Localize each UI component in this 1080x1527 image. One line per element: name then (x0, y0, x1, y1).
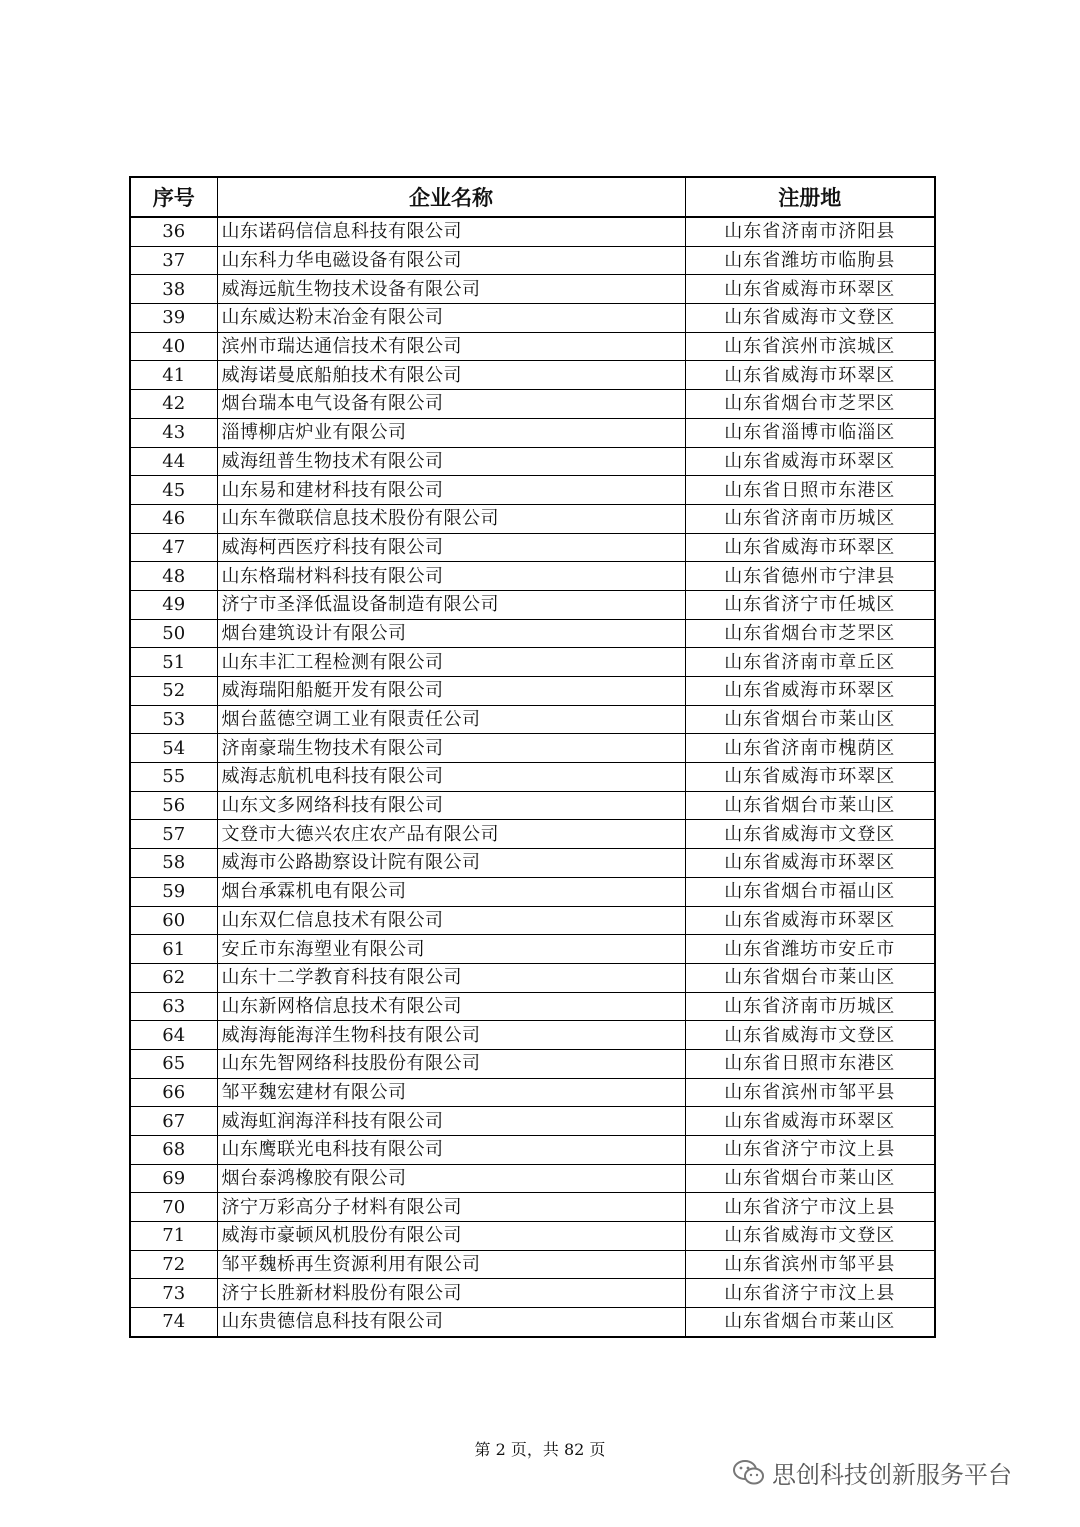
row-serial: 46 (130, 504, 217, 533)
table-row (130, 1107, 935, 1136)
table-row (130, 763, 935, 792)
row-serial: 58 (130, 849, 217, 878)
table-row (130, 1078, 935, 1107)
row-serial: 50 (130, 619, 217, 648)
row-registered-location: 山东省济宁市汶上县 (685, 1279, 935, 1308)
table-row (130, 877, 935, 906)
row-registered-location: 山东省烟台市福山区 (685, 877, 935, 906)
table-row (130, 246, 935, 275)
row-company-name: 邹平魏桥再生资源利用有限公司 (217, 1250, 685, 1279)
row-company-name: 烟台瑞本电气设备有限公司 (217, 390, 685, 419)
watermark (732, 1455, 1012, 1490)
table-row (130, 1136, 935, 1165)
table-row (130, 418, 935, 447)
row-company-name: 山东易和建材科技有限公司 (217, 476, 685, 505)
row-registered-location: 山东省威海市环翠区 (685, 533, 935, 562)
row-serial: 47 (130, 533, 217, 562)
row-registered-location: 山东省济宁市汶上县 (685, 1193, 935, 1222)
row-registered-location: 山东省日照市东港区 (685, 1049, 935, 1078)
table-row (130, 590, 935, 619)
row-serial: 62 (130, 963, 217, 992)
row-company-name: 济南豪瑞生物技术有限公司 (217, 734, 685, 763)
row-company-name: 济宁万彩高分子材料有限公司 (217, 1193, 685, 1222)
table-row (130, 304, 935, 333)
row-company-name: 济宁长胜新材料股份有限公司 (217, 1279, 685, 1308)
row-company-name: 山东车微联信息技术股份有限公司 (217, 504, 685, 533)
row-serial: 55 (130, 763, 217, 792)
row-company-name: 威海海能海洋生物科技有限公司 (217, 1021, 685, 1050)
row-registered-location: 山东省威海市文登区 (685, 1021, 935, 1050)
row-registered-location: 山东省济南市槐荫区 (685, 734, 935, 763)
row-registered-location: 山东省滨州市邹平县 (685, 1250, 935, 1279)
row-company-name: 烟台蓝德空调工业有限责任公司 (217, 705, 685, 734)
row-registered-location: 山东省济南市历城区 (685, 504, 935, 533)
row-company-name: 安丘市东海塑业有限公司 (217, 935, 685, 964)
table-row (130, 849, 935, 878)
row-registered-location: 山东省威海市环翠区 (685, 447, 935, 476)
row-company-name: 山东格瑞材料科技有限公司 (217, 562, 685, 591)
row-registered-location: 山东省滨州市邹平县 (685, 1078, 935, 1107)
table-row (130, 734, 935, 763)
row-serial: 37 (130, 246, 217, 275)
row-company-name: 威海远航生物技术设备有限公司 (217, 275, 685, 304)
wechat-icon (732, 1459, 766, 1487)
watermark-text: 思创科技创新服务平台 (772, 1461, 1012, 1489)
row-serial: 69 (130, 1164, 217, 1193)
row-serial: 48 (130, 562, 217, 591)
table-row (130, 677, 935, 706)
row-company-name: 山东丰汇工程检测有限公司 (217, 648, 685, 677)
row-registered-location: 山东省威海市环翠区 (685, 1107, 935, 1136)
row-registered-location: 山东省烟台市芝罘区 (685, 390, 935, 419)
row-serial: 68 (130, 1136, 217, 1165)
table-row (130, 963, 935, 992)
table-row (130, 476, 935, 505)
row-company-name: 威海志航机电科技有限公司 (217, 763, 685, 792)
row-company-name: 山东文多网络科技有限公司 (217, 791, 685, 820)
table-row (130, 1279, 935, 1308)
page-number: 第 2 页，共 82 页 (474, 1440, 606, 1459)
row-serial: 40 (130, 332, 217, 361)
row-registered-location: 山东省济南市章丘区 (685, 648, 935, 677)
row-serial: 39 (130, 304, 217, 333)
row-serial: 64 (130, 1021, 217, 1050)
header-registered-location: 注册地 (685, 177, 935, 217)
row-serial: 61 (130, 935, 217, 964)
row-serial: 43 (130, 418, 217, 447)
row-company-name: 滨州市瑞达通信技术有限公司 (217, 332, 685, 361)
row-company-name: 威海虹润海洋科技有限公司 (217, 1107, 685, 1136)
row-registered-location: 山东省烟台市莱山区 (685, 705, 935, 734)
row-serial: 49 (130, 590, 217, 619)
row-serial: 70 (130, 1193, 217, 1222)
row-serial: 67 (130, 1107, 217, 1136)
table-row (130, 275, 935, 304)
row-registered-location: 山东省烟台市芝罘区 (685, 619, 935, 648)
row-registered-location: 山东省威海市环翠区 (685, 763, 935, 792)
row-registered-location: 山东省烟台市莱山区 (685, 791, 935, 820)
table-row (130, 1049, 935, 1078)
row-company-name: 山东诺码信信息科技有限公司 (217, 217, 685, 246)
row-serial: 38 (130, 275, 217, 304)
row-registered-location: 山东省威海市环翠区 (685, 275, 935, 304)
row-company-name: 威海柯西医疗科技有限公司 (217, 533, 685, 562)
row-company-name: 威海市豪顿风机股份有限公司 (217, 1222, 685, 1251)
table-body (130, 217, 935, 1337)
table-row (130, 332, 935, 361)
table-row (130, 1193, 935, 1222)
table-row (130, 619, 935, 648)
row-registered-location: 山东省威海市文登区 (685, 304, 935, 333)
row-registered-location: 山东省烟台市莱山区 (685, 963, 935, 992)
table-row (130, 648, 935, 677)
row-registered-location: 山东省潍坊市临朐县 (685, 246, 935, 275)
row-company-name: 山东威达粉末冶金有限公司 (217, 304, 685, 333)
table-row (130, 992, 935, 1021)
row-company-name: 威海诺曼底船舶技术有限公司 (217, 361, 685, 390)
row-serial: 36 (130, 217, 217, 246)
table-row (130, 1308, 935, 1337)
header-company-name: 企业名称 (217, 177, 685, 217)
row-registered-location: 山东省威海市文登区 (685, 820, 935, 849)
row-serial: 41 (130, 361, 217, 390)
row-serial: 52 (130, 677, 217, 706)
row-serial: 56 (130, 791, 217, 820)
row-company-name: 威海纽普生物技术有限公司 (217, 447, 685, 476)
row-company-name: 邹平魏宏建材有限公司 (217, 1078, 685, 1107)
row-company-name: 威海市公路勘察设计院有限公司 (217, 849, 685, 878)
table-row (130, 504, 935, 533)
row-serial: 73 (130, 1279, 217, 1308)
table-row (130, 361, 935, 390)
row-company-name: 烟台承霖机电有限公司 (217, 877, 685, 906)
row-serial: 60 (130, 906, 217, 935)
row-serial: 51 (130, 648, 217, 677)
row-serial: 53 (130, 705, 217, 734)
row-company-name: 山东先智网络科技股份有限公司 (217, 1049, 685, 1078)
row-company-name: 山东贵德信息科技有限公司 (217, 1308, 685, 1337)
row-registered-location: 山东省济南市济阳县 (685, 217, 935, 246)
row-company-name: 山东十二学教育科技有限公司 (217, 963, 685, 992)
row-company-name: 烟台建筑设计有限公司 (217, 619, 685, 648)
row-registered-location: 山东省威海市环翠区 (685, 361, 935, 390)
row-registered-location: 山东省烟台市莱山区 (685, 1164, 935, 1193)
row-company-name: 威海瑞阳船艇开发有限公司 (217, 677, 685, 706)
row-company-name: 山东鹰联光电科技有限公司 (217, 1136, 685, 1165)
row-company-name: 山东新网格信息技术有限公司 (217, 992, 685, 1021)
row-serial: 44 (130, 447, 217, 476)
row-serial: 57 (130, 820, 217, 849)
row-company-name: 山东双仁信息技术有限公司 (217, 906, 685, 935)
table-row (130, 1222, 935, 1251)
row-registered-location: 山东省济宁市汶上县 (685, 1136, 935, 1165)
table-row (130, 705, 935, 734)
table-row (130, 820, 935, 849)
table-row (130, 906, 935, 935)
table-header-row (130, 177, 935, 217)
table-row (130, 390, 935, 419)
table-row (130, 1164, 935, 1193)
row-registered-location: 山东省济南市历城区 (685, 992, 935, 1021)
row-serial: 63 (130, 992, 217, 1021)
row-serial: 42 (130, 390, 217, 419)
enterprise-table (129, 176, 936, 1338)
row-serial: 54 (130, 734, 217, 763)
row-serial: 65 (130, 1049, 217, 1078)
table-row (130, 533, 935, 562)
row-company-name: 烟台泰鸿橡胶有限公司 (217, 1164, 685, 1193)
header-serial: 序号 (130, 177, 217, 217)
row-registered-location: 山东省济宁市任城区 (685, 590, 935, 619)
enterprise-table-container (129, 176, 934, 1338)
row-registered-location: 山东省威海市环翠区 (685, 849, 935, 878)
row-registered-location: 山东省滨州市滨城区 (685, 332, 935, 361)
table-row (130, 562, 935, 591)
row-registered-location: 山东省德州市宁津县 (685, 562, 935, 591)
row-company-name: 济宁市圣泽低温设备制造有限公司 (217, 590, 685, 619)
row-serial: 66 (130, 1078, 217, 1107)
row-registered-location: 山东省威海市环翠区 (685, 906, 935, 935)
table-row (130, 791, 935, 820)
table-row (130, 1250, 935, 1279)
row-registered-location: 山东省威海市文登区 (685, 1222, 935, 1251)
row-serial: 59 (130, 877, 217, 906)
table-row (130, 1021, 935, 1050)
row-company-name: 山东科力华电磁设备有限公司 (217, 246, 685, 275)
row-serial: 74 (130, 1308, 217, 1337)
table-row (130, 935, 935, 964)
row-company-name: 淄博柳店炉业有限公司 (217, 418, 685, 447)
row-company-name: 文登市大德兴农庄农产品有限公司 (217, 820, 685, 849)
row-serial: 45 (130, 476, 217, 505)
row-registered-location: 山东省威海市环翠区 (685, 677, 935, 706)
row-registered-location: 山东省日照市东港区 (685, 476, 935, 505)
row-registered-location: 山东省烟台市莱山区 (685, 1308, 935, 1337)
row-serial: 72 (130, 1250, 217, 1279)
row-serial: 71 (130, 1222, 217, 1251)
row-registered-location: 山东省淄博市临淄区 (685, 418, 935, 447)
table-row (130, 447, 935, 476)
table-row (130, 217, 935, 246)
row-registered-location: 山东省潍坊市安丘市 (685, 935, 935, 964)
